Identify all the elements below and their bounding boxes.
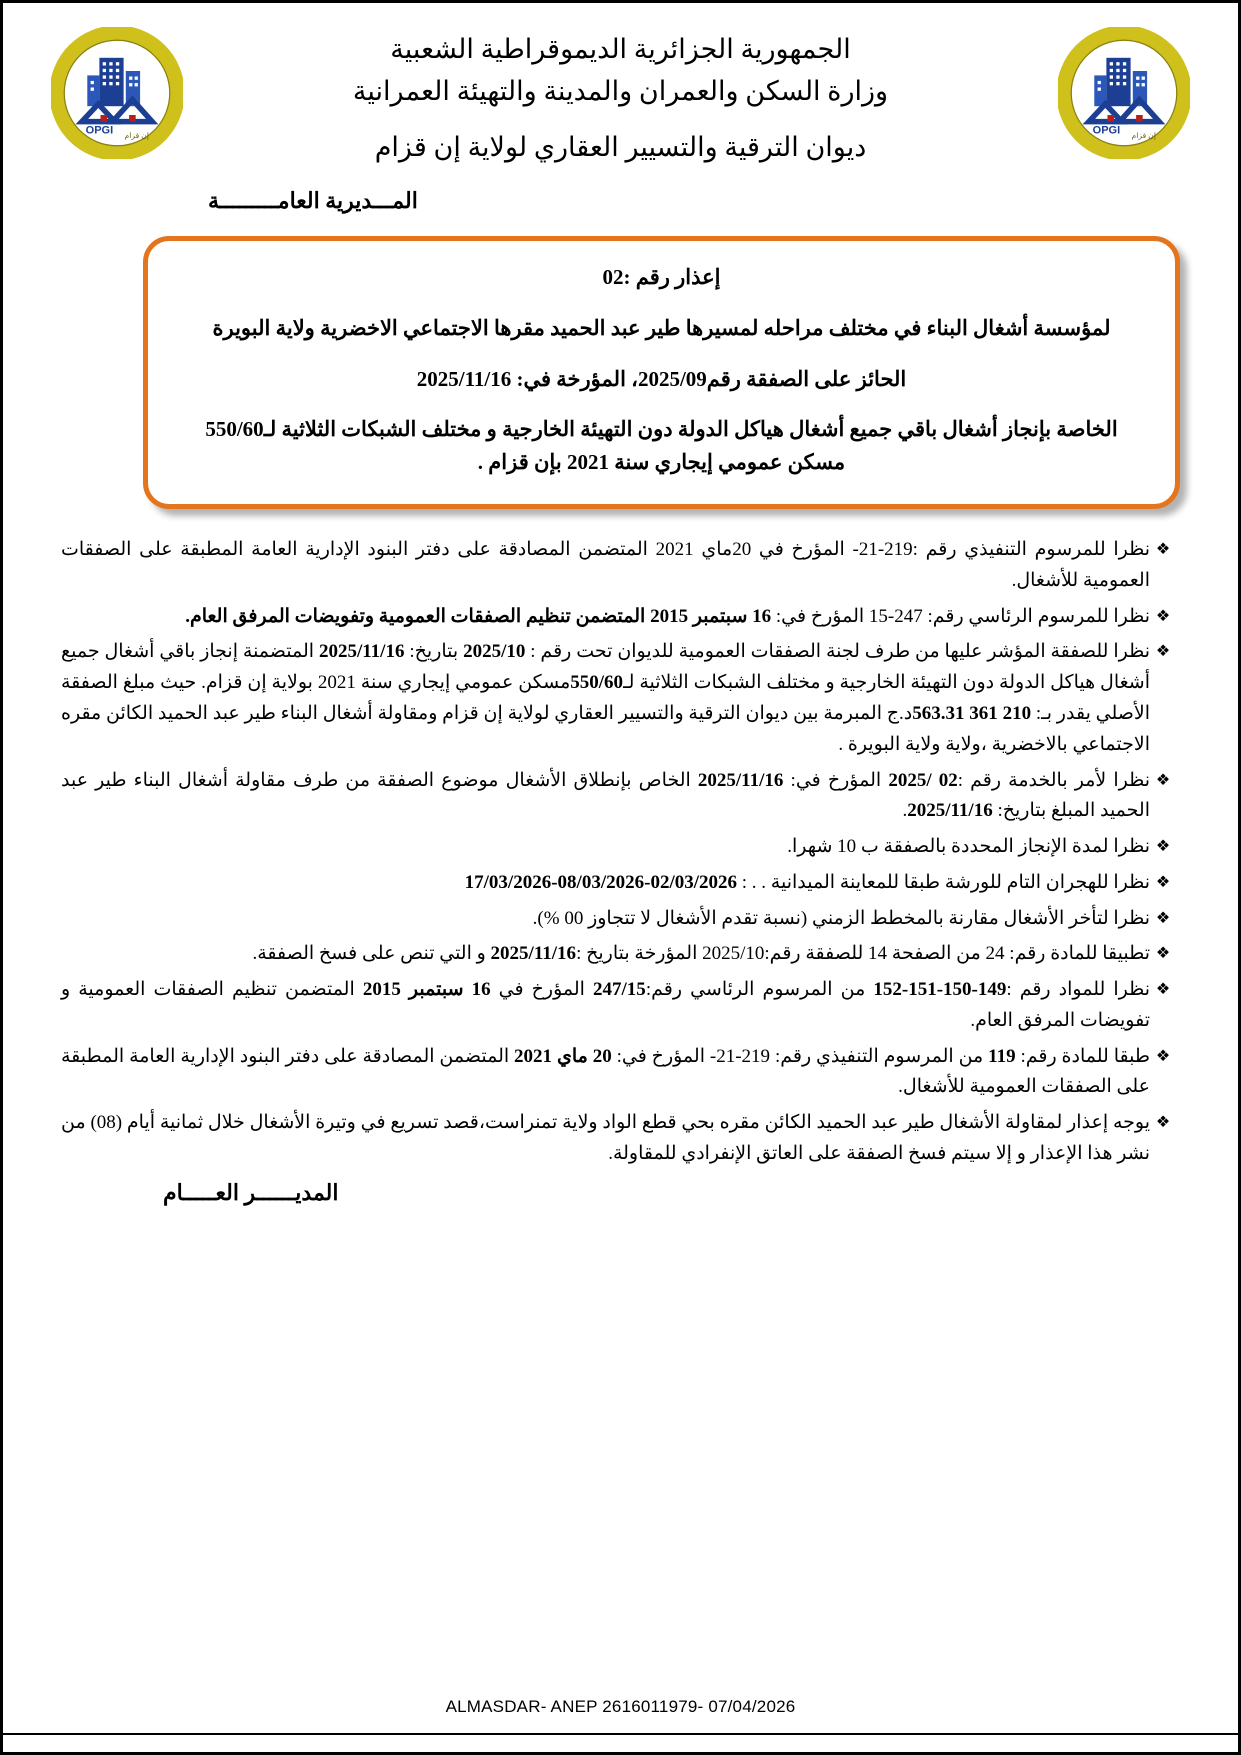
bullet-diamond-icon: ❖ xyxy=(1155,1047,1171,1065)
directorate-label: المـــديرية العامـــــــــة xyxy=(208,188,418,213)
bullet-diamond-icon: ❖ xyxy=(1155,981,1171,999)
footer-divider xyxy=(3,1733,1238,1735)
bullet-decree-15-247 xyxy=(61,602,1176,633)
bullet-text: طبقا للمادة رقم: 119 من المرسوم التنفيذي رقم: 219-21- المؤرخ في: 20 ماي 2021 المتضمن المصادقة على دفتر البنود الإدارية العامة المطبقة على الصفقات العمومية للأشغال. xyxy=(61,1045,1150,1098)
bullet-service-order xyxy=(61,766,1176,828)
bullet-articles-149-152 xyxy=(61,975,1176,1037)
bullet-decree-21-219 xyxy=(61,535,1176,597)
bullet-text: نظرا لأمر بالخدمة رقم :02 /2025 المؤرخ في: 2025/11/16 الخاص بإنطلاق الأشغال موضوع الصفقة من طرف مقاولة أشغال البناء طير عبد الحميد المبلغ بتاريخ: 2025/11/16. xyxy=(61,769,1150,822)
notice-callout xyxy=(143,236,1180,509)
bullet-text: يوجه إعذار لمقاولة الأشغال طير عبد الحميد الكائن مقره بحي قطع الواد ولاية تمنراست،قصد تسريع في وتيرة الأشغال خلال ثمانية أيام (08) من نشر هذا الإعذار و إلا سيتم فسخ الصفقة على العاتق الإنفرادي للمقاولة. xyxy=(61,1112,1151,1164)
bullet-text: نظرا لتأخر الأشغال مقارنة بالمخطط الزمني (نسبة تقدم الأشغال لا تتجاوز 00 %). xyxy=(532,907,1150,929)
bullet-text: نظرا للهجران التام للورشة طبقا للمعاينة الميدانية . . : 02/03/2026-08/03/2026-17/03/2026 xyxy=(464,871,1150,893)
bullet-diamond-icon: ❖ xyxy=(1155,1114,1171,1132)
bullet-diamond-icon: ❖ xyxy=(1155,945,1171,963)
svg-text:OPGI: OPGI xyxy=(1092,124,1121,137)
notice-callout-wrapper xyxy=(143,236,1180,509)
bullet-article-24 xyxy=(61,939,1176,970)
bullet-text: تطبيقا للمادة رقم: 24 من الصفحة 14 للصفقة رقم:2025/10 المؤرخة بتاريخ :2025/11/16 و التي تنص على فسخ الصفقة. xyxy=(252,943,1150,965)
bullet-diamond-icon: ❖ xyxy=(1155,541,1171,559)
notice-contract-line: الحائز على الصفقة رقم2025/09، المؤرخة في: 2025/11/16 xyxy=(416,366,907,391)
bullet-diamond-icon: ❖ xyxy=(1155,838,1171,856)
notice-scope-line: الخاصة بإنجاز أشغال باقي جميع أشغال هياكل الدولة دون التهيئة الخارجية و مختلف الشبكات الثلاثية لـ550/60 مسكن عمومي إيجاري سنة 2021 بإن قزام . xyxy=(205,417,1118,474)
bullet-article-119 xyxy=(61,1042,1176,1104)
svg-text:إن قزام: إن قزام xyxy=(124,131,150,141)
header-title-block xyxy=(43,17,1198,169)
opgi-seal-logo xyxy=(51,27,183,159)
ministry-title: وزارة السكن والعمران والمدينة والتهيئة العمرانية xyxy=(352,75,889,106)
bullet-contract-approval xyxy=(61,637,1176,760)
bullet-delay xyxy=(61,904,1176,935)
bullet-diamond-icon: ❖ xyxy=(1155,607,1171,625)
republic-title: الجمهورية الجزائرية الديموقراطية الشعبية xyxy=(390,34,851,64)
bullet-text: نظرا لمدة الإنجاز المحددة بالصفقة ب 10 شهرا. xyxy=(787,836,1150,858)
document-header xyxy=(43,17,1198,182)
logo-acronym-text: OPGI xyxy=(85,124,114,137)
considerations-list xyxy=(61,535,1176,1170)
footer-reference: ALMASDAR- ANEP 2616011979- 07/04/2026 xyxy=(445,1697,796,1716)
office-title: ديوان الترقية والتسيير العقاري لولاية إن قزام xyxy=(374,131,867,162)
bullet-duration xyxy=(61,832,1176,863)
bullet-final-notice xyxy=(61,1108,1176,1170)
notice-company-line: لمؤسسة أشغال البناء في مختلف مراحله لمسيرها طير عبد الحميد مقرها الاجتماعي الاخضرية ولاية البويرة xyxy=(212,316,1111,340)
bullet-text: نظرا للمرسوم الرئاسي رقم: 247-15 المؤرخ في: 16 سبتمبر 2015 المتضمن تنظيم الصفقات العمومية وتفويضات المرفق العام. xyxy=(185,605,1150,627)
bullet-diamond-icon: ❖ xyxy=(1155,643,1171,661)
bullet-text: نظرا للمواد رقم :149-150-151-152 من المرسوم الرئاسي رقم:247/15 المؤرخ في 16 سبتمبر 2015 المتضمن تنظيم الصفقات العمومية و تفويضات المرفق العام. xyxy=(61,979,1151,1031)
bullet-site-abandonment xyxy=(61,868,1176,899)
notice-number-title: إعذار رقم :02 xyxy=(602,265,721,289)
bullet-text: نظرا للصفقة المؤشر عليها من طرف لجنة الصفقات العمومية للديوان تحت رقم : 2025/10 بتاريخ: 2025/11/16 المتضمنة إنجاز باقي أشغال جميع أشغال هياكل الدولة دون التهيئة الخارجية و مختلف الشبكات الثلاثية لـ550/60مسكن عمومي إيجاري سنة 2021 بولاية إن قزام. حيث مبلغ الصفقة الأصلي يقدر بـ: 210 361 563.31د.ج المبرمة بين ديوان الترقية والتسيير العقاري لولاية إن قزام ومقاولة أشغال البناء طير عبد الحميد الكائن مقره الاجتماعي بالاخضرية ،ولاية ولاية البويرة . xyxy=(61,641,1151,755)
bullet-diamond-icon: ❖ xyxy=(1155,873,1171,891)
document-sheet xyxy=(3,3,1238,1752)
bullet-diamond-icon: ❖ xyxy=(1155,771,1171,789)
opgi-seal-logo xyxy=(1058,27,1190,159)
bullet-text: نظرا للمرسوم التنفيذي رقم :219-21- المؤرخ في 20ماي 2021 المتضمن المصادقة على دفتر البنود الإدارية العامة المطبقة على الصفقات العمومية للأشغال. xyxy=(61,539,1150,591)
svg-text:إن قزام: إن قزام xyxy=(1131,131,1157,141)
director-signature-label: المديــــــر العـــــام xyxy=(163,1179,339,1205)
bullet-diamond-icon: ❖ xyxy=(1155,909,1171,927)
